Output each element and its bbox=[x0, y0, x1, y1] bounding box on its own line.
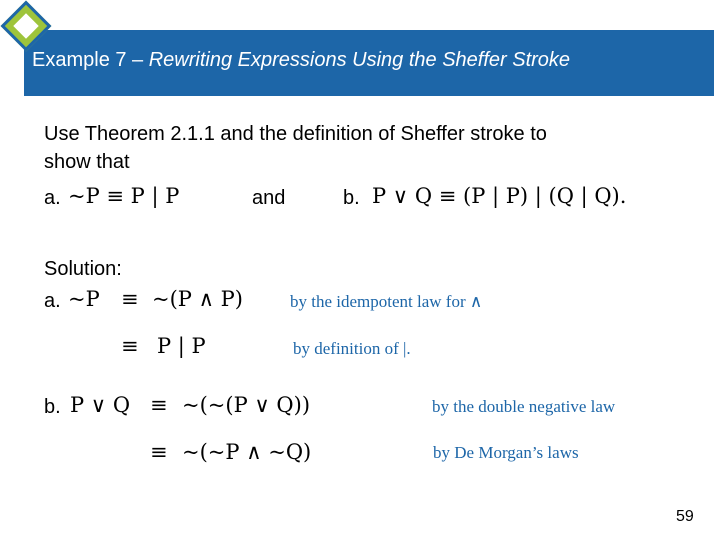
solution-a-step1-rhs: ~(P ∧ P) bbox=[152, 287, 243, 311]
intro-label-a: a. bbox=[44, 187, 61, 209]
solution-a-label: a. bbox=[44, 290, 61, 312]
solution-b-step2-reason: by De Morgan’s laws bbox=[433, 443, 579, 462]
intro-line-2: show that bbox=[44, 151, 130, 173]
solution-a-step2-rhs: P | P bbox=[157, 334, 206, 358]
solution-a-lhs: ~P bbox=[68, 287, 100, 311]
solution-a-step1-reason: by the idempotent law for ∧ bbox=[290, 292, 483, 311]
solution-a-step2-reason: by definition of |. bbox=[293, 339, 411, 358]
intro-line-1: Use Theorem 2.1.1 and the definition of Sheffer stroke to bbox=[44, 123, 547, 145]
solution-b-step1-eq: ≡ bbox=[150, 393, 168, 417]
page-number: 59 bbox=[676, 508, 694, 525]
solution-a-step1-eq: ≡ bbox=[121, 287, 139, 311]
intro-and: and bbox=[252, 187, 286, 209]
solution-b-step1-rhs: ~(~(P ∨ Q)) bbox=[182, 393, 311, 417]
intro-expression-b: P ∨ Q ≡ (P | P) | (Q | Q). bbox=[372, 184, 627, 208]
solution-b-step1-reason: by the double negative law bbox=[432, 397, 616, 416]
intro-label-b: b. bbox=[343, 187, 360, 209]
solution-b-label: b. bbox=[44, 396, 61, 418]
solution-b-step2-eq: ≡ bbox=[150, 440, 168, 464]
solution-heading: Solution: bbox=[44, 258, 122, 280]
solution-a-step2-eq: ≡ bbox=[121, 334, 139, 358]
title-italic: Rewriting Expressions Using the Sheffer Stroke bbox=[148, 49, 571, 71]
solution-b-lhs: P ∨ Q bbox=[70, 393, 131, 417]
intro-expression-a: ~P ≡ P | P bbox=[68, 184, 180, 208]
slide-title bbox=[32, 49, 570, 72]
title-prefix: Example 7 – bbox=[32, 49, 149, 71]
solution-b-step2-rhs: ~(~P ∧ ~Q) bbox=[182, 440, 312, 464]
